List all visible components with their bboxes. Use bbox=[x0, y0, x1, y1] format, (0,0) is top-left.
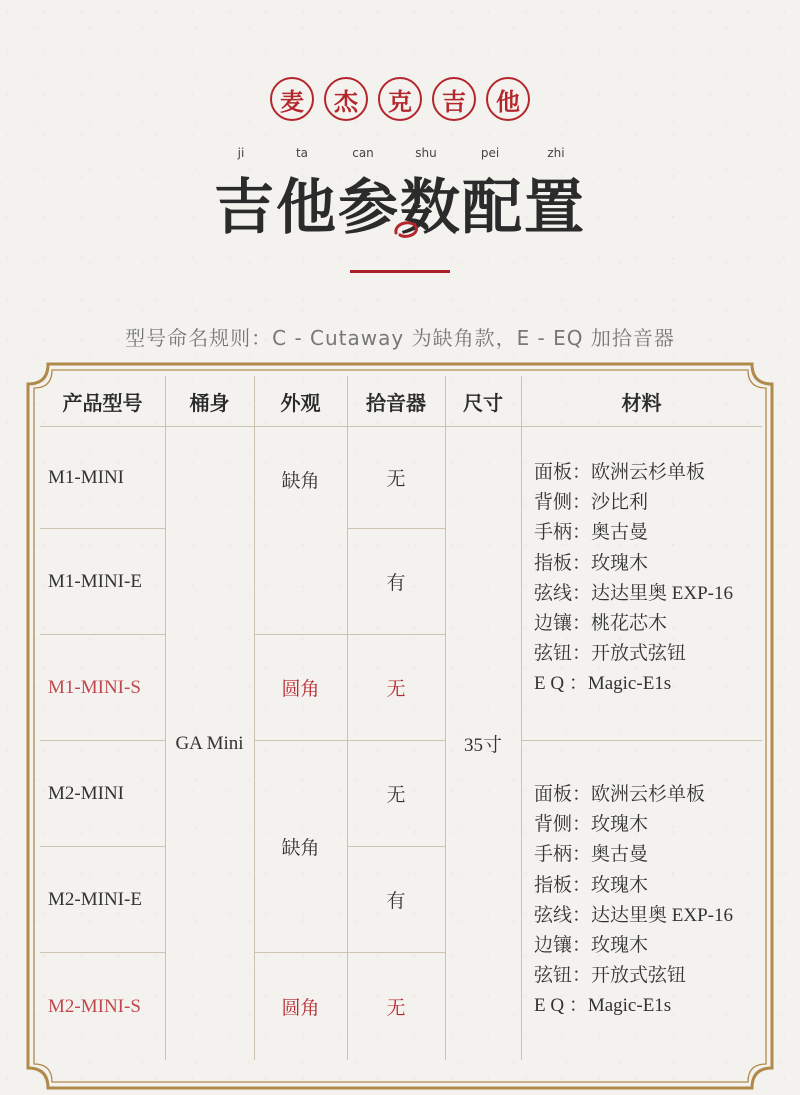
header-appearance: 外观 bbox=[280, 390, 321, 415]
swirl-decoration bbox=[392, 215, 422, 243]
pickup-cell: 无 bbox=[386, 785, 406, 806]
model-cell: M1-MINI-E bbox=[48, 570, 142, 592]
material-line: 背侧：沙比利 bbox=[534, 492, 649, 514]
header-body: 桶身 bbox=[189, 390, 230, 415]
header-pickup: 拾音器 bbox=[366, 390, 426, 415]
body-cell: GA Mini bbox=[175, 732, 244, 754]
pickup-cell: 有 bbox=[386, 573, 406, 594]
pickup-cell: 无 bbox=[386, 679, 406, 700]
material-line: E Q ：Magic-E1s bbox=[534, 673, 672, 695]
pickup-cell: 有 bbox=[386, 891, 406, 912]
material-line: 指板：玫瑰木 bbox=[534, 552, 649, 574]
brand-char: 麦 bbox=[270, 77, 314, 121]
material-line: 弦钮：开放式弦钮 bbox=[534, 965, 687, 987]
pickup-cell: 无 bbox=[386, 998, 406, 1019]
material-line: 面板：欧洲云杉单板 bbox=[534, 784, 706, 805]
pinyin: shu bbox=[415, 146, 437, 160]
pinyin: zhi bbox=[547, 146, 565, 160]
appearance-cell: 圆角 bbox=[281, 998, 320, 1019]
header-model: 产品型号 bbox=[62, 390, 143, 415]
title-divider bbox=[350, 270, 450, 273]
pinyin: ji bbox=[237, 146, 245, 160]
header-size: 尺寸 bbox=[463, 390, 503, 415]
materials-m2 bbox=[534, 780, 733, 1022]
appearance-cell: 圆角 bbox=[281, 679, 320, 700]
page-title: 吉他参数配置 bbox=[214, 173, 586, 243]
model-cell: M2-MINI-E bbox=[48, 888, 142, 910]
material-line: 面板：欧洲云杉单板 bbox=[534, 462, 706, 483]
model-cell: M1-MINI bbox=[48, 466, 124, 488]
material-line: 背侧：玫瑰木 bbox=[534, 814, 649, 836]
brand-logo bbox=[0, 77, 800, 121]
spec-table bbox=[40, 376, 762, 1060]
material-line: 手柄：奥古曼 bbox=[534, 522, 649, 544]
size-cell: 35寸 bbox=[463, 735, 502, 756]
pinyin: pei bbox=[480, 146, 500, 160]
model-cell: M2-MINI bbox=[48, 782, 124, 804]
appearance-cell: 缺角 bbox=[281, 470, 320, 492]
header-material: 材料 bbox=[621, 390, 662, 415]
material-line: 指板：玫瑰木 bbox=[534, 874, 649, 896]
material-line: E Q ：Magic-E1s bbox=[534, 995, 672, 1017]
material-line: 弦线：达达里奥 EXP-16 bbox=[534, 904, 733, 926]
brand-char: 克 bbox=[378, 77, 422, 121]
brand-char: 杰 bbox=[324, 77, 368, 121]
pinyin: ta bbox=[295, 146, 309, 160]
material-line: 弦钮：开放式弦钮 bbox=[534, 643, 687, 665]
naming-rule: 型号命名规则：C - Cutaway 为缺角款，E - EQ 加拾音器 bbox=[125, 326, 675, 350]
brand-char: 他 bbox=[486, 77, 530, 121]
material-line: 弦线：达达里奥 EXP-16 bbox=[534, 582, 733, 604]
materials-m1 bbox=[534, 458, 733, 700]
material-line: 边镶：桃花芯木 bbox=[534, 613, 668, 635]
material-line: 手柄：奥古曼 bbox=[534, 844, 649, 866]
brand-char: 吉 bbox=[432, 77, 476, 121]
model-cell: M2-MINI-S bbox=[48, 995, 141, 1017]
appearance-cell: 缺角 bbox=[281, 838, 320, 859]
pinyin: can bbox=[352, 146, 374, 160]
pickup-cell: 无 bbox=[386, 469, 406, 490]
model-cell: M1-MINI-S bbox=[48, 676, 141, 698]
material-line: 边镶：玫瑰木 bbox=[534, 935, 649, 957]
